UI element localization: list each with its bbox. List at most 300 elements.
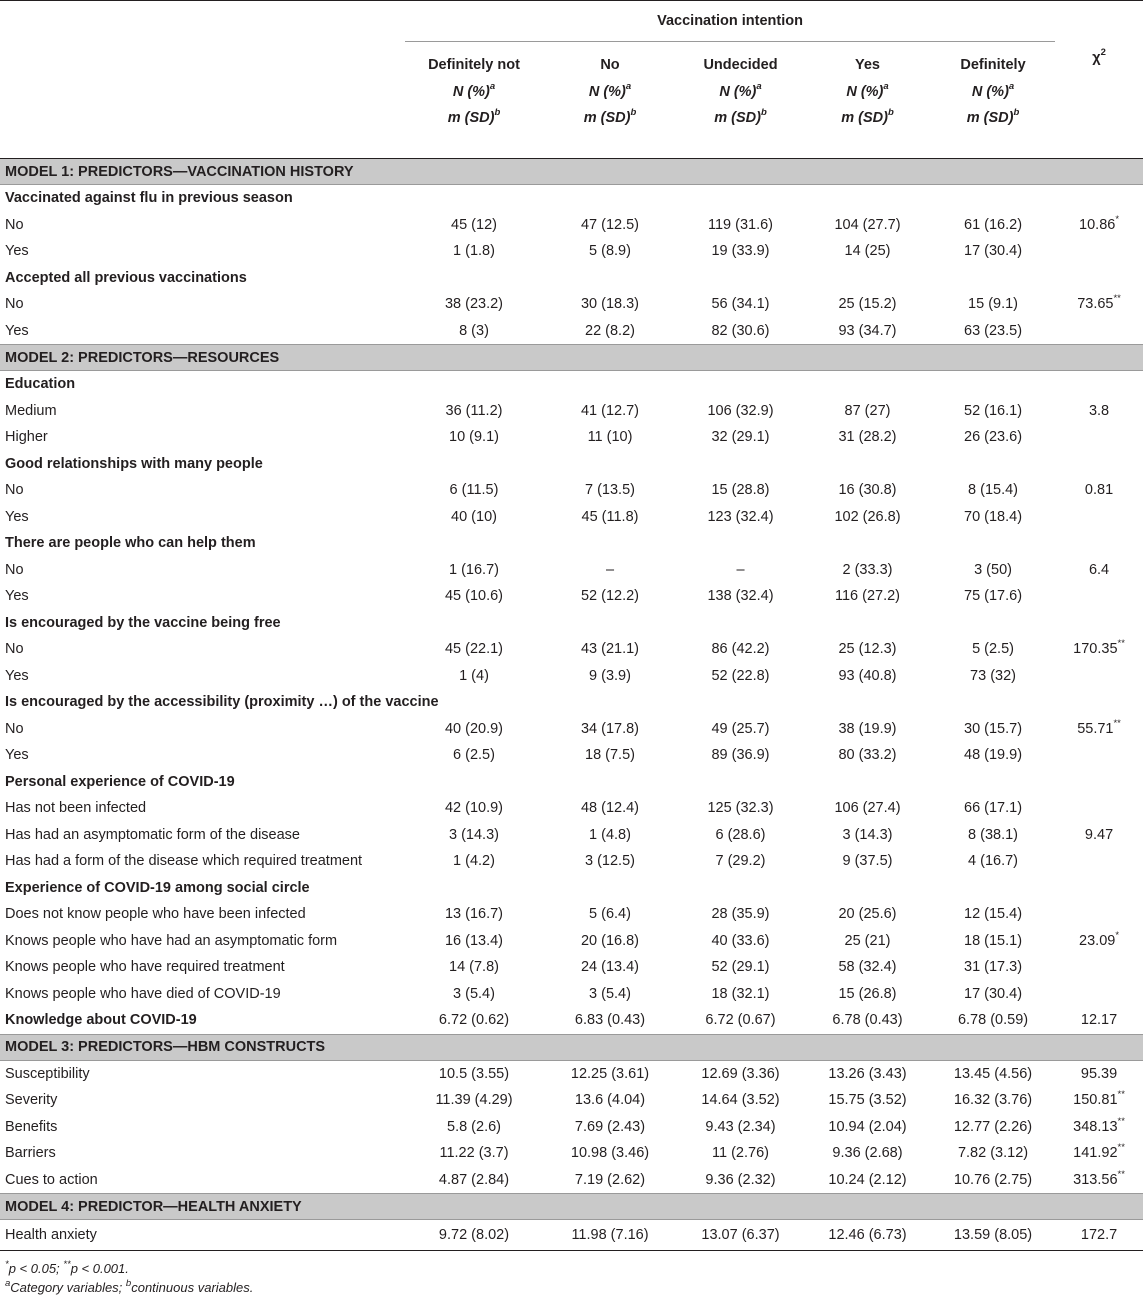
table-cell: 106 (32.9)	[707, 402, 774, 419]
footnote-sup: a	[5, 1277, 11, 1289]
table-cell: 75 (17.6)	[964, 588, 1023, 605]
column-unit-n	[543, 79, 677, 106]
table-header	[0, 1, 1143, 159]
table-cell: 1 (4.8)	[589, 826, 631, 843]
table-cell: 24 (13.4)	[580, 959, 640, 976]
chi-square-cell	[1055, 1167, 1143, 1194]
table-cell: 1 (1.8)	[453, 243, 495, 260]
table-cell: 123 (32.4)	[707, 508, 774, 525]
chi-square-value: 23.09	[1079, 932, 1116, 949]
table-cell: 3 (14.3)	[449, 826, 499, 843]
table-cell: 11.22 (3.7)	[439, 1145, 509, 1162]
column-unit-m	[931, 105, 1055, 132]
table-cell: 10.76 (2.75)	[953, 1171, 1033, 1188]
table-cell: 66 (17.1)	[964, 800, 1023, 817]
table-row	[0, 795, 1143, 822]
chi-square-cell	[1055, 398, 1143, 425]
table-cell: 52 (29.1)	[711, 959, 770, 976]
table-cell: 125 (32.3)	[707, 800, 774, 817]
table-cell: 63 (23.5)	[964, 322, 1023, 339]
column-unit-text: N (%)	[719, 83, 757, 100]
column-header	[804, 42, 931, 159]
chi-square-cell	[1055, 848, 1143, 875]
table-cell: 7 (29.2)	[715, 853, 766, 870]
model-heading-row	[0, 1034, 1143, 1060]
significance-marker: **	[1117, 1168, 1125, 1180]
chi-square-value: 95.39	[1080, 1065, 1118, 1082]
table-cell: 12.25 (3.61)	[570, 1065, 650, 1082]
table-cell: 5 (2.5)	[972, 641, 1014, 658]
header-empty-cell	[1055, 1, 1143, 42]
chi-square-value: 6.4	[1088, 561, 1110, 578]
column-unit-text: m (SD)	[583, 110, 631, 126]
table-cell: 3 (14.3)	[842, 826, 893, 843]
row-label: Knows people who have required treatment	[5, 959, 285, 976]
chi-square-value: 313.56	[1073, 1171, 1118, 1188]
table-cell: 49 (25.7)	[711, 720, 770, 737]
row-label: Medium	[5, 402, 57, 419]
significance-marker: **	[1113, 293, 1121, 305]
chi-square-cell	[1055, 663, 1143, 690]
table-cell: 9.72 (8.02)	[405, 1220, 543, 1251]
table-cell: 11 (2.76)	[712, 1145, 769, 1162]
column-unit-sup: b	[887, 107, 894, 119]
section-heading-row	[0, 185, 1143, 212]
footnote-significance	[5, 1259, 1138, 1278]
row-label: Has had a form of the disease which required treatment	[5, 853, 363, 870]
table-cell: 42 (10.9)	[444, 800, 504, 817]
footnote-sup: b	[125, 1277, 132, 1289]
table-cell: 9 (3.9)	[589, 667, 631, 684]
table-cell: 1 (16.7)	[449, 561, 499, 578]
table-cell: 52 (16.1)	[964, 402, 1023, 419]
table-cell: 30 (15.7)	[964, 720, 1023, 737]
table-cell: 13.07 (6.37)	[677, 1220, 804, 1251]
chi-square-cell	[1055, 981, 1143, 1008]
column-unit-text: m (SD)	[447, 110, 495, 126]
chi-square-cell	[1055, 1114, 1143, 1141]
table-cell: 26 (23.6)	[964, 429, 1023, 446]
column-name: Undecided	[703, 57, 778, 73]
table-cell: 12 (15.4)	[964, 906, 1023, 923]
table-cell: 48 (12.4)	[580, 800, 640, 817]
table-cell: 30 (18.3)	[580, 296, 640, 313]
table-cell: 5.8 (2.6)	[447, 1118, 501, 1135]
table-row	[0, 981, 1143, 1008]
column-unit-sup: b	[760, 107, 767, 119]
table-cell: 7.69 (2.43)	[574, 1118, 646, 1135]
table-cell: 13.6 (4.04)	[574, 1092, 646, 1109]
section-heading: Is encouraged by the accessibility (proximity …) of the vaccine	[5, 694, 439, 711]
row-label: Severity	[5, 1092, 58, 1109]
table-row	[0, 1140, 1143, 1167]
chi-square-cell	[1055, 477, 1143, 504]
chi-square-cell	[1055, 583, 1143, 610]
section-heading: Education	[5, 376, 76, 393]
table-footnotes	[0, 1251, 1143, 1297]
table-cell: 38 (23.2)	[444, 296, 504, 313]
model-heading: MODEL 3: PREDICTORS—HBM CONSTRUCTS	[0, 1034, 1143, 1060]
chi-square-header	[1055, 42, 1143, 159]
footnote-text: Category variables;	[10, 1280, 126, 1295]
table-cell: 9 (37.5)	[842, 853, 893, 870]
table-cell: 7.19 (2.62)	[574, 1171, 646, 1188]
row-label: Has not been infected	[5, 800, 147, 817]
table-cell: 89 (36.9)	[711, 747, 770, 764]
table-cell: 16.32 (3.76)	[953, 1092, 1033, 1109]
chi-square-value: 3.8	[1088, 402, 1110, 419]
chi-square-cell	[1055, 716, 1143, 743]
table-cell: 38 (19.9)	[838, 720, 897, 737]
chi-square-value: 170.35	[1073, 641, 1118, 658]
table-row	[0, 504, 1143, 531]
table-cell: 6.83 (0.43)	[574, 1012, 646, 1029]
column-unit-sup: a	[883, 80, 889, 92]
table-cell: 10.5 (3.55)	[438, 1065, 510, 1082]
table-cell: 40 (20.9)	[444, 720, 504, 737]
table-cell: 13.45 (4.56)	[953, 1065, 1033, 1082]
chi-square-cell	[1055, 795, 1143, 822]
chi-square-value: 0.81	[1084, 482, 1114, 499]
row-label: No	[5, 561, 24, 578]
header-empty-cell	[0, 1, 405, 42]
table-body	[0, 159, 1143, 1251]
table-cell: 16 (13.4)	[444, 932, 504, 949]
table-row	[0, 398, 1143, 425]
column-unit-m	[543, 105, 677, 132]
row-label: Yes	[5, 243, 29, 260]
table-cell: 73 (32)	[970, 667, 1016, 684]
row-label: Yes	[5, 588, 29, 605]
table-cell: 61 (16.2)	[964, 216, 1023, 233]
table-cell: 25 (15.2)	[838, 296, 897, 313]
table-cell: 15.75 (3.52)	[828, 1092, 907, 1109]
column-unit-n	[677, 79, 804, 106]
column-name: Definitely	[960, 57, 1026, 73]
chi-square-cell	[1055, 212, 1143, 239]
row-label: Yes	[5, 508, 29, 525]
table-cell: 36 (11.2)	[445, 402, 503, 419]
table-cell: 4 (16.7)	[968, 853, 1019, 870]
table-row	[0, 583, 1143, 610]
column-header	[405, 42, 543, 159]
table-cell: 25 (21)	[844, 932, 891, 949]
table-cell: 6.78 (0.43)	[832, 1012, 903, 1029]
row-label: Has had an asymptomatic form of the disease	[5, 826, 300, 843]
table-cell: 9.36 (2.68)	[832, 1145, 903, 1162]
chi-square-cell	[1055, 901, 1143, 928]
chi-square-cell	[1055, 742, 1143, 769]
column-unit-m	[804, 105, 931, 132]
table-cell: 28 (35.9)	[711, 906, 770, 923]
table-cell: 116 (27.2)	[834, 588, 901, 605]
chi-square-value: 141.92	[1073, 1145, 1118, 1162]
column-name: Yes	[855, 57, 880, 73]
table-cell: 70 (18.4)	[964, 508, 1023, 525]
table-cell: 10 (9.1)	[449, 429, 499, 446]
chi-square-value: 150.81	[1073, 1092, 1118, 1109]
footnote-sup: *	[5, 1258, 9, 1270]
row-label: No	[5, 482, 24, 499]
table-cell: 34 (17.8)	[580, 720, 640, 737]
table-cell: 2 (33.3)	[842, 561, 893, 578]
model-heading-row	[0, 345, 1143, 371]
table-cell: 5 (8.9)	[589, 243, 631, 260]
row-label: Barriers	[5, 1145, 56, 1162]
table-row	[0, 212, 1143, 239]
row-label: Susceptibility	[5, 1065, 90, 1082]
section-heading-row	[0, 689, 1143, 716]
table-row	[0, 1087, 1143, 1114]
table-row	[0, 318, 1143, 345]
table-cell: 15 (28.8)	[711, 482, 770, 499]
table-cell: 12.77 (2.26)	[953, 1118, 1033, 1135]
table-cell: 8 (15.4)	[968, 482, 1019, 499]
table-cell: 15 (9.1)	[968, 296, 1019, 313]
column-name: No	[600, 57, 620, 73]
table-cell: 4.87 (2.84)	[438, 1171, 510, 1188]
table-cell: 45 (11.8)	[581, 508, 639, 525]
table-cell: 43 (21.1)	[580, 641, 640, 658]
table-cell: 41 (12.7)	[580, 402, 640, 419]
table-cell: 138 (32.4)	[707, 588, 774, 605]
header-columns-row	[0, 42, 1143, 159]
footnote-text: p < 0.05;	[8, 1261, 64, 1276]
row-label: Yes	[5, 747, 29, 764]
table-cell: 45 (22.1)	[444, 641, 504, 658]
table-cell: 6 (28.6)	[715, 826, 766, 843]
table-cell: 18 (32.1)	[711, 985, 770, 1002]
column-unit-m	[677, 105, 804, 132]
row-label: Yes	[5, 667, 29, 684]
chi-square-cell	[1055, 1060, 1143, 1087]
table-row	[0, 742, 1143, 769]
column-unit-sup: a	[489, 80, 496, 92]
table-cell: 19 (33.9)	[711, 243, 770, 260]
table-cell: 82 (30.6)	[711, 322, 770, 339]
significance-marker: **	[1113, 717, 1121, 729]
chi-square-cell	[1055, 238, 1143, 265]
section-heading: There are people who can help them	[5, 535, 256, 552]
table-cell: 102 (26.8)	[834, 508, 901, 525]
chi-square-value: 12.17	[1080, 1012, 1118, 1029]
table-cell: 1 (4)	[459, 667, 489, 684]
table-row	[0, 1007, 1143, 1034]
table-row	[0, 822, 1143, 849]
table-row	[0, 477, 1143, 504]
table-cell: 80 (33.2)	[838, 747, 897, 764]
table-cell: 6.72 (0.67)	[705, 1012, 776, 1029]
column-name: Definitely not	[428, 57, 520, 73]
table-cell: 17 (30.4)	[964, 985, 1023, 1002]
table-cell: 11.98 (7.16)	[543, 1220, 677, 1251]
model-heading: MODEL 4: PREDICTOR—HEALTH ANXIETY	[0, 1194, 1143, 1220]
table-cell: 45 (12)	[451, 216, 497, 233]
table-cell: 32 (29.1)	[711, 429, 770, 446]
column-unit-m	[405, 105, 543, 132]
table-cell: 58 (32.4)	[838, 959, 897, 976]
row-label: No	[5, 720, 24, 737]
table-cell: 1 (4.2)	[453, 853, 495, 870]
table-cell: 17 (30.4)	[964, 243, 1023, 260]
header-group-row	[0, 1, 1143, 42]
chi-square-value: 9.47	[1084, 826, 1114, 843]
table-cell: 106 (27.4)	[834, 800, 901, 817]
table-cell: 6.78 (0.59)	[957, 1012, 1029, 1029]
column-unit-n	[931, 79, 1055, 106]
row-label: Knows people who have had an asymptomatic form	[5, 932, 338, 949]
table-cell: 12.46 (6.73)	[804, 1220, 931, 1251]
table-cell: 47 (12.5)	[580, 216, 640, 233]
table-row	[0, 291, 1143, 318]
column-header	[677, 42, 804, 159]
table-row	[0, 1220, 1143, 1251]
table-cell: 12.69 (3.36)	[701, 1065, 780, 1082]
row-label: No	[5, 641, 24, 658]
significance-marker: **	[1117, 638, 1125, 650]
chi-square-sup: 2	[1100, 46, 1106, 58]
row-label: Cues to action	[5, 1171, 98, 1188]
chi-square-cell	[1055, 954, 1143, 981]
table-cell: 10.24 (2.12)	[828, 1171, 907, 1188]
chi-square-value: 348.13	[1073, 1118, 1118, 1135]
table-cell: 7.82 (3.12)	[957, 1145, 1029, 1162]
chi-square-value: 172.7	[1080, 1227, 1118, 1243]
table-cell: 9.43 (2.34)	[705, 1118, 776, 1135]
table-cell: 18 (7.5)	[585, 747, 635, 764]
row-label: Knows people who have died of COVID-19	[5, 985, 281, 1002]
table-cell: 40 (33.6)	[711, 932, 770, 949]
column-unit-text: N (%)	[971, 83, 1009, 100]
significance-marker: **	[1117, 1142, 1125, 1154]
section-heading-row	[0, 530, 1143, 557]
section-heading: Good relationships with many people	[5, 455, 263, 472]
chi-square-symbol: χ	[1092, 49, 1101, 66]
footnote-variable-types	[5, 1278, 1138, 1297]
table-cell: 14 (7.8)	[449, 959, 499, 976]
chi-square-cell	[1055, 1220, 1143, 1251]
section-heading-row	[0, 451, 1143, 478]
header-label-cell	[0, 42, 405, 159]
section-heading-row	[0, 371, 1143, 398]
table-row	[0, 424, 1143, 451]
significance-marker: **	[1117, 1089, 1125, 1101]
column-unit-text: m (SD)	[841, 110, 888, 126]
table-cell: 6 (11.5)	[449, 482, 499, 499]
model-heading: MODEL 1: PREDICTORS—VACCINATION HISTORY	[0, 159, 1143, 185]
column-unit-text: m (SD)	[714, 110, 761, 126]
table-cell: 3 (50)	[974, 561, 1012, 578]
row-label: Benefits	[5, 1118, 58, 1135]
table-cell: 25 (12.3)	[838, 641, 897, 658]
row-label: Knowledge about COVID-19	[5, 1012, 197, 1029]
chi-square-cell	[1055, 1007, 1143, 1034]
table-cell: 87 (27)	[844, 402, 891, 419]
section-heading: Personal experience of COVID-19	[5, 773, 235, 790]
model-heading: MODEL 2: PREDICTORS—RESOURCES	[0, 345, 1143, 371]
column-unit-sup: a	[625, 80, 632, 92]
table-cell: 93 (34.7)	[838, 322, 897, 339]
table-cell: 13.59 (8.05)	[931, 1220, 1055, 1251]
table-cell: 6 (2.5)	[453, 747, 495, 764]
table-row	[0, 716, 1143, 743]
table-row	[0, 1167, 1143, 1194]
table-cell: 9.36 (2.32)	[705, 1171, 776, 1188]
footnote-text: continuous variables.	[131, 1280, 254, 1295]
table-cell: 3 (12.5)	[585, 853, 635, 870]
table-row	[0, 557, 1143, 584]
chi-square-cell	[1055, 1087, 1143, 1114]
table-cell: 3 (5.4)	[453, 985, 495, 1002]
section-heading-row	[0, 610, 1143, 637]
chi-square-value: 10.86	[1079, 216, 1116, 233]
table-row	[0, 1114, 1143, 1141]
table-cell: 18 (15.1)	[964, 932, 1023, 949]
table-cell: 119 (31.6)	[707, 216, 774, 233]
table-row	[0, 1060, 1143, 1087]
table-row	[0, 848, 1143, 875]
table-cell: 8 (3)	[459, 322, 489, 339]
table-cell: 6.72 (0.62)	[438, 1012, 510, 1029]
table-row	[0, 636, 1143, 663]
table-cell: 45 (10.6)	[444, 588, 504, 605]
column-unit-text: N (%)	[846, 83, 884, 100]
section-heading: Accepted all previous vaccinations	[5, 269, 247, 286]
table-row	[0, 928, 1143, 955]
footnote-text: p < 0.001.	[70, 1261, 129, 1276]
row-label: Yes	[5, 322, 29, 339]
chi-square-cell	[1055, 504, 1143, 531]
table-cell: 13 (16.7)	[444, 906, 504, 923]
table-cell: 20 (25.6)	[838, 906, 897, 923]
chi-square-cell	[1055, 291, 1143, 318]
table-cell: 15 (26.8)	[838, 985, 897, 1002]
column-unit-text: m (SD)	[966, 110, 1014, 126]
table-row	[0, 663, 1143, 690]
table-cell: 13.26 (3.43)	[828, 1065, 907, 1082]
table-cell: 31 (17.3)	[964, 959, 1023, 976]
table-cell: 104 (27.7)	[834, 216, 901, 233]
table-cell: 5 (6.4)	[589, 906, 631, 923]
table-row	[0, 901, 1143, 928]
vaccination-intention-title: Vaccination intention	[405, 1, 1055, 42]
table-cell: 10.98 (3.46)	[570, 1145, 650, 1162]
section-heading-row	[0, 769, 1143, 796]
column-header	[543, 42, 677, 159]
row-label: No	[5, 216, 24, 233]
table-cell: 14 (25)	[844, 243, 891, 260]
chi-square-cell	[1055, 557, 1143, 584]
table-cell: 7 (13.5)	[585, 482, 635, 499]
table-cell: 52 (22.8)	[711, 667, 770, 684]
chi-square-cell	[1055, 636, 1143, 663]
row-label: No	[5, 296, 24, 313]
chi-square-cell	[1055, 1140, 1143, 1167]
table-cell: 3 (5.4)	[589, 985, 631, 1002]
column-unit-n	[804, 79, 931, 106]
table-cell: 16 (30.8)	[838, 482, 897, 499]
table-row	[0, 954, 1143, 981]
column-unit-sup: b	[630, 107, 637, 119]
table-cell: 8 (38.1)	[968, 826, 1019, 843]
row-label: Higher	[5, 429, 48, 446]
table-cell: 48 (19.9)	[964, 747, 1023, 764]
footnote-sup: **	[63, 1258, 71, 1270]
table-cell: 20 (16.8)	[580, 932, 640, 949]
row-label: Does not know people who have been infected	[5, 906, 306, 923]
table-row	[0, 238, 1143, 265]
table-cell: 52 (12.2)	[580, 588, 640, 605]
